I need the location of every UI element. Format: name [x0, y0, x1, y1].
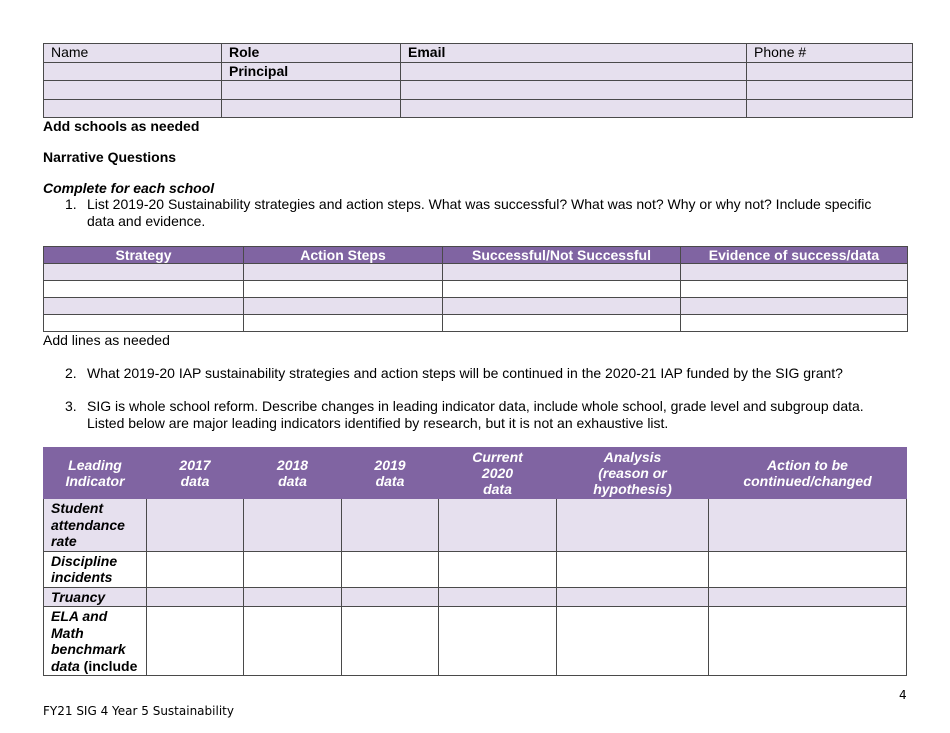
- data-cell[interactable]: [342, 607, 439, 676]
- table-row: [44, 62, 913, 81]
- success-cell[interactable]: [443, 298, 681, 315]
- strategy-table: [43, 246, 908, 332]
- role-cell[interactable]: [222, 99, 401, 118]
- success-cell[interactable]: [443, 264, 681, 281]
- header-email: Email: [401, 44, 747, 63]
- success-cell[interactable]: [443, 281, 681, 298]
- question-1: [65, 196, 905, 230]
- data-cell[interactable]: [244, 587, 342, 607]
- table-header-row: [44, 247, 908, 264]
- data-cell[interactable]: [709, 587, 907, 607]
- table-row: [44, 587, 907, 607]
- table-row: [44, 298, 908, 315]
- indicator-label: Truancy: [44, 587, 147, 607]
- footer-text: FY21 SIG 4 Year 5 Sustainability: [43, 704, 234, 718]
- role-cell[interactable]: [222, 81, 401, 100]
- email-cell[interactable]: [401, 62, 747, 81]
- header-current-2020-data: Current 2020 data: [439, 448, 557, 499]
- table-row: [44, 81, 913, 100]
- header-2018-data: 2018 data: [244, 448, 342, 499]
- phone-cell[interactable]: [747, 81, 913, 100]
- narrative-heading: Narrative Questions: [43, 149, 177, 165]
- success-cell[interactable]: [443, 315, 681, 332]
- table-row: [44, 264, 908, 281]
- data-cell[interactable]: [342, 499, 439, 552]
- question-number: 3.: [65, 398, 77, 414]
- question-line: List 2019-20 Sustainability strategies and action steps. What was successful? What was not? Why or why not? Include specific: [87, 196, 872, 212]
- phone-cell[interactable]: [747, 99, 913, 118]
- header-2017-data: 2017 data: [147, 448, 244, 499]
- header-name: Name: [44, 44, 222, 63]
- action-steps-cell[interactable]: [244, 281, 443, 298]
- email-cell[interactable]: [401, 99, 747, 118]
- action-steps-cell[interactable]: [244, 264, 443, 281]
- table-header-row: [44, 448, 907, 499]
- strategy-cell[interactable]: [44, 315, 244, 332]
- data-cell[interactable]: [244, 607, 342, 676]
- data-cell[interactable]: [557, 499, 709, 552]
- list-item: [65, 398, 905, 432]
- name-cell[interactable]: [44, 81, 222, 100]
- data-cell[interactable]: [557, 551, 709, 587]
- strategy-cell[interactable]: [44, 298, 244, 315]
- data-cell[interactable]: [147, 587, 244, 607]
- data-cell[interactable]: [147, 499, 244, 552]
- question-text: [87, 196, 871, 230]
- action-steps-cell[interactable]: [244, 315, 443, 332]
- data-cell[interactable]: [439, 551, 557, 587]
- table-row: [44, 44, 913, 63]
- table-row: [44, 551, 907, 587]
- data-cell[interactable]: [557, 607, 709, 676]
- indicator-label: Student attendance rate: [44, 499, 147, 552]
- question-line: data and evidence.: [87, 213, 206, 229]
- question-text: What 2019-20 IAP sustainability strategies and action steps will be continued in the 2020-21 IAP funded by the SIG grant?: [87, 365, 843, 381]
- list-item: [65, 365, 905, 382]
- data-cell[interactable]: [342, 587, 439, 607]
- evidence-cell[interactable]: [681, 298, 908, 315]
- page-number: 4: [899, 688, 907, 702]
- strategy-cell[interactable]: [44, 281, 244, 298]
- header-success: Successful/Not Successful: [443, 247, 681, 264]
- data-cell[interactable]: [439, 587, 557, 607]
- table-row: [44, 607, 907, 676]
- header-phone: Phone #: [747, 44, 913, 63]
- table-row: [44, 499, 907, 552]
- data-cell[interactable]: [709, 499, 907, 552]
- question-text: [87, 398, 864, 432]
- data-cell[interactable]: [147, 607, 244, 676]
- question-line: SIG is whole school reform. Describe changes in leading indicator data, include whole school, grade level and subgroup data.: [87, 398, 864, 414]
- strategy-cell[interactable]: [44, 264, 244, 281]
- add-schools-note: Add schools as needed: [43, 118, 200, 134]
- evidence-cell[interactable]: [681, 264, 908, 281]
- email-cell[interactable]: [401, 81, 747, 100]
- add-lines-note: Add lines as needed: [43, 332, 170, 348]
- data-cell[interactable]: [244, 551, 342, 587]
- question-number: 2.: [65, 365, 77, 381]
- name-cell[interactable]: [44, 62, 222, 81]
- data-cell[interactable]: [439, 607, 557, 676]
- role-cell[interactable]: Principal: [222, 62, 401, 81]
- question-number: 1.: [65, 196, 77, 212]
- header-strategy: Strategy: [44, 247, 244, 264]
- evidence-cell[interactable]: [681, 281, 908, 298]
- data-cell[interactable]: [709, 551, 907, 587]
- question-line: Listed below are major leading indicators identified by research, but it is not an exhaustive list.: [87, 415, 669, 431]
- question-2: [65, 365, 905, 382]
- action-steps-cell[interactable]: [244, 298, 443, 315]
- table-row: [44, 281, 908, 298]
- data-cell[interactable]: [557, 587, 709, 607]
- header-2019-data: 2019 data: [342, 448, 439, 499]
- header-evidence: Evidence of success/data: [681, 247, 908, 264]
- complete-note: Complete for each school: [43, 180, 215, 196]
- phone-cell[interactable]: [747, 62, 913, 81]
- contacts-table: [43, 43, 913, 118]
- header-action: Action to be continued/changed: [709, 448, 907, 499]
- data-cell[interactable]: [342, 551, 439, 587]
- header-analysis: Analysis (reason or hypothesis): [557, 448, 709, 499]
- list-item: [65, 196, 905, 230]
- table-row: [44, 315, 908, 332]
- indicator-label: ELA and Math benchmark data (include: [44, 607, 147, 676]
- data-cell[interactable]: [439, 499, 557, 552]
- indicator-label: Discipline incidents: [44, 551, 147, 587]
- table-row: [44, 99, 913, 118]
- data-cell[interactable]: [147, 551, 244, 587]
- data-cell[interactable]: [709, 607, 907, 676]
- question-3: [65, 398, 905, 432]
- header-role: Role: [222, 44, 401, 63]
- indicator-table: [43, 447, 907, 676]
- data-cell[interactable]: [244, 499, 342, 552]
- name-cell[interactable]: [44, 99, 222, 118]
- header-leading-indicator: Leading Indicator: [44, 448, 147, 499]
- evidence-cell[interactable]: [681, 315, 908, 332]
- header-action-steps: Action Steps: [244, 247, 443, 264]
